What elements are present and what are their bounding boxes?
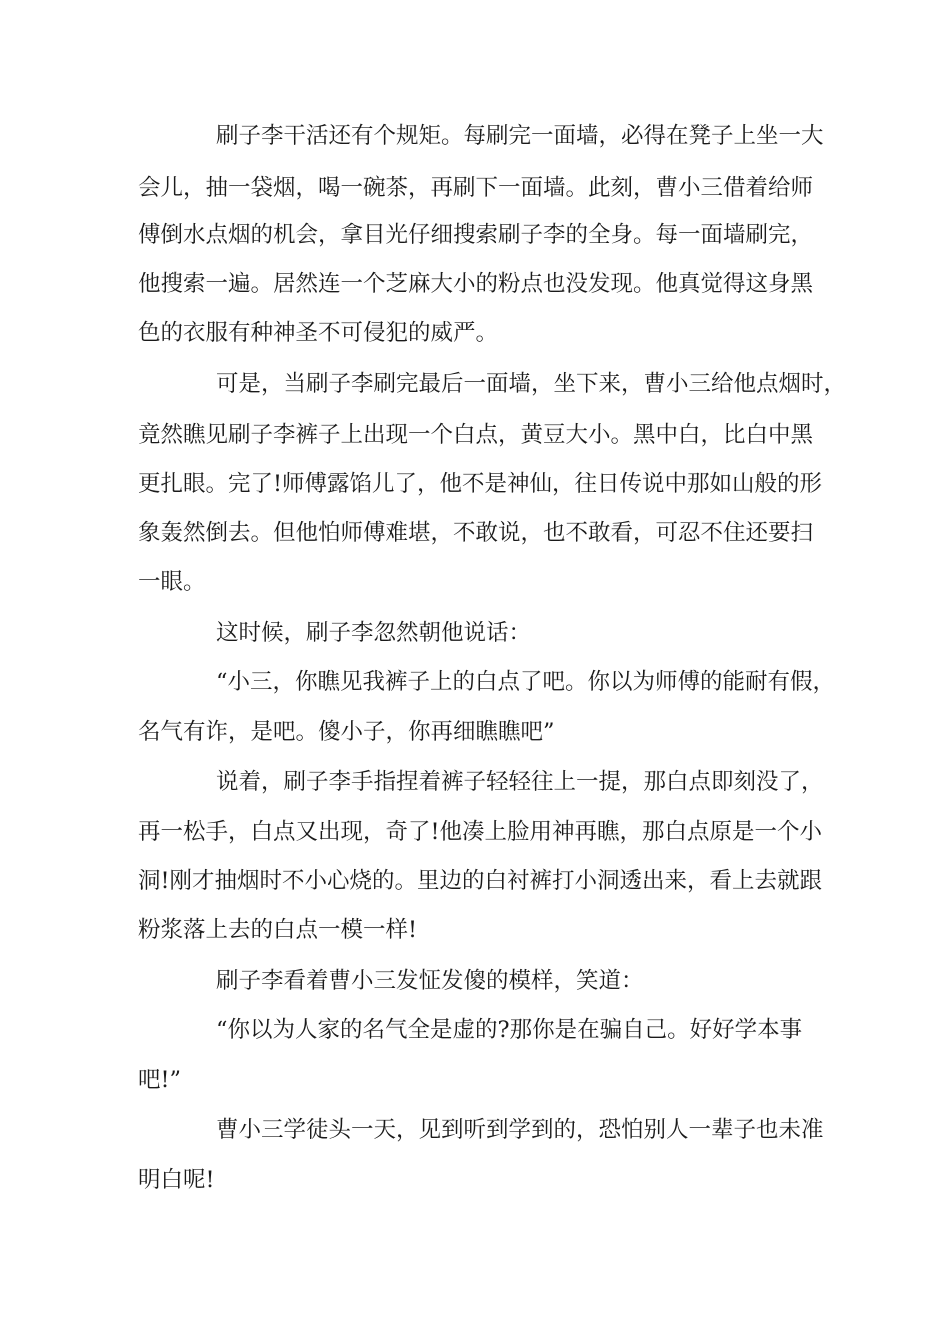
text-line: 可是，当刷子李刷完最后一面墙，坐下来，曹小三给他点烟时， xyxy=(216,371,847,397)
text-line: 色的衣服有种神圣不可侵犯的威严。 xyxy=(138,320,499,346)
text-line: 一眼。 xyxy=(138,569,206,595)
text-line: 这时候，刷子李忽然朝他说话： xyxy=(216,620,532,646)
text-line: 刷子李看着曹小三发怔发傻的模样，笑道： xyxy=(216,968,644,994)
text-line: 他搜索一遍。居然连一个芝麻大小的粉点也没发现。他真觉得这身黑 xyxy=(138,271,814,297)
text-line: 粉浆落上去的白点一模一样! xyxy=(138,917,418,943)
text-line: “小三，你瞧见我裤子上的白点了吧。你以为师傅的能耐有假， xyxy=(216,669,836,695)
text-line: 说着，刷子李手指捏着裤子轻轻往上一提，那白点即刻没了， xyxy=(216,769,824,795)
text-line: 傅倒水点烟的机会，拿目光仔细搜索刷子李的全身。每一面墙刷完， xyxy=(138,222,814,248)
text-line: 洞!刚才抽烟时不小心烧的。里边的白衬裤打小洞透出来，看上去就跟 xyxy=(138,868,823,894)
text-line: 再一松手，白点又出现，奇了!他凑上脸用神再瞧，那白点原是一个小 xyxy=(138,819,823,845)
text-line: 明白呢! xyxy=(138,1167,215,1193)
text-line: 吧!” xyxy=(138,1067,182,1093)
text-line: 名气有诈，是吧。傻小子，你再细瞧瞧吧” xyxy=(138,719,555,745)
text-line: 会儿，抽一袋烟，喝一碗茶，再刷下一面墙。此刻，曹小三借着给师 xyxy=(138,175,814,201)
text-line: 刷子李干活还有个规矩。每刷完一面墙，必得在凳子上坐一大 xyxy=(216,123,824,149)
text-line: “你以为人家的名气全是虚的?那你是在骗自己。好好学本事 xyxy=(216,1017,803,1043)
text-line: 更扎眼。完了!师傅露馅儿了，他不是神仙，往日传说中那如山般的形 xyxy=(138,471,823,497)
text-line: 象轰然倒去。但他怕师傅难堪，不敢说，也不敢看，可忍不住还要扫 xyxy=(138,520,814,546)
text-line: 竟然瞧见刷子李裤子上出现一个白点，黄豆大小。黑中白，比白中黑 xyxy=(138,422,814,448)
text-line: 曹小三学徒头一天，见到听到学到的，恐怕别人一辈子也未准 xyxy=(216,1117,824,1143)
